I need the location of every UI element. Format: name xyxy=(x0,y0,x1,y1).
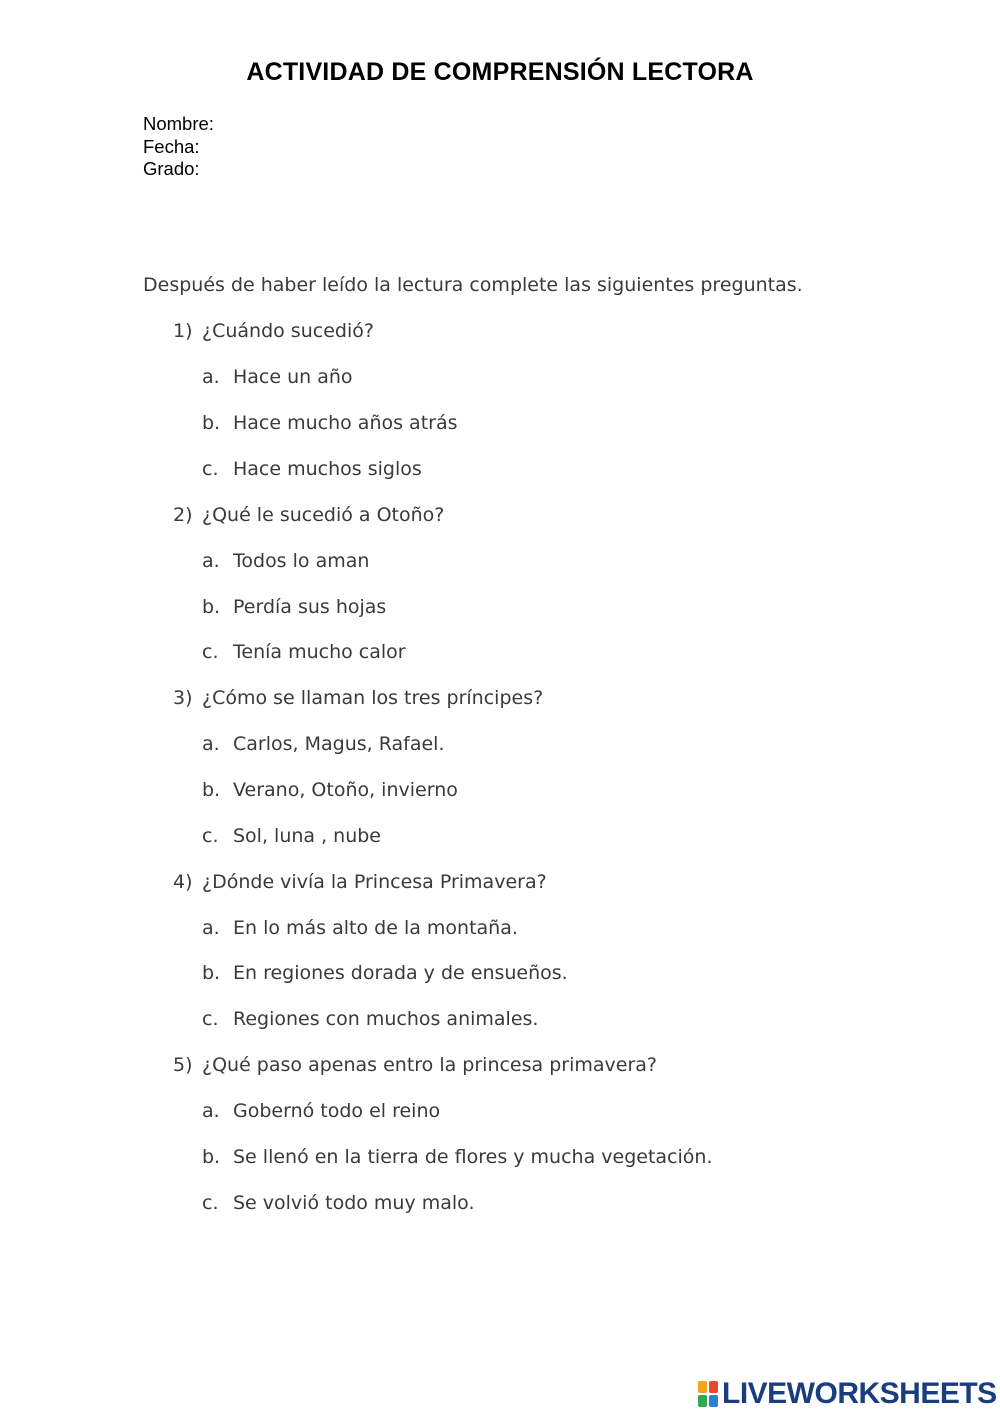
option-2b[interactable] xyxy=(202,596,386,618)
option-text: Hace un año xyxy=(233,366,353,388)
option-5c[interactable] xyxy=(202,1192,475,1214)
question-text: ¿Qué paso apenas entro la princesa primavera? xyxy=(202,1054,657,1076)
option-text: En lo más alto de la montaña. xyxy=(233,917,518,939)
option-1c[interactable] xyxy=(202,458,422,480)
option-text: Perdía sus hojas xyxy=(233,596,387,618)
date-field-label: Fecha: xyxy=(143,135,200,157)
name-field-label: Nombre: xyxy=(143,113,214,134)
option-letter: a. xyxy=(202,366,220,388)
option-1a[interactable] xyxy=(202,366,353,388)
question-number: 3) xyxy=(173,687,193,709)
option-text: Hace mucho años atrás xyxy=(233,412,458,434)
option-text: Gobernó todo el reino xyxy=(233,1100,441,1122)
option-letter: b. xyxy=(202,412,221,434)
question-3 xyxy=(173,687,543,709)
option-3a[interactable] xyxy=(202,733,445,755)
liveworksheets-logo-icon xyxy=(698,1381,718,1407)
question-text: ¿Cómo se llaman los tres príncipes? xyxy=(202,687,544,709)
option-letter: c. xyxy=(202,458,219,480)
option-letter: b. xyxy=(202,779,221,801)
option-letter: a. xyxy=(202,550,220,572)
option-2a[interactable] xyxy=(202,550,369,572)
option-letter: c. xyxy=(202,1192,219,1214)
option-4a[interactable] xyxy=(202,917,518,939)
option-letter: a. xyxy=(202,917,220,939)
question-4 xyxy=(173,871,547,893)
option-text: Regiones con muchos animales. xyxy=(233,1008,539,1030)
question-number: 2) xyxy=(173,504,193,526)
question-2 xyxy=(173,504,444,526)
option-3c[interactable] xyxy=(202,825,381,847)
option-text: En regiones dorada y de ensueños. xyxy=(233,962,568,984)
option-text: Hace muchos siglos xyxy=(233,458,422,480)
option-text: Se volvió todo muy malo. xyxy=(233,1192,475,1214)
option-letter: a. xyxy=(202,1100,220,1122)
option-letter: b. xyxy=(202,596,221,618)
option-text: Sol, luna , nube xyxy=(233,825,382,847)
page-title: ACTIVIDAD DE COMPRENSIÓN LECTORA xyxy=(246,58,754,86)
option-5b[interactable] xyxy=(202,1146,712,1168)
option-letter: b. xyxy=(202,962,221,984)
question-1 xyxy=(173,320,374,342)
option-text: Tenía mucho calor xyxy=(233,641,406,663)
option-text: Verano, Otoño, invierno xyxy=(233,779,458,801)
option-letter: c. xyxy=(202,1008,219,1030)
student-info-fields xyxy=(143,113,214,181)
option-2c[interactable] xyxy=(202,641,406,663)
question-number: 1) xyxy=(173,320,193,342)
option-text: Se llenó en la tierra de flores y mucha vegetación. xyxy=(233,1146,713,1168)
question-text: ¿Qué le sucedió a Otoño? xyxy=(202,504,445,526)
option-letter: c. xyxy=(202,641,219,663)
option-5a[interactable] xyxy=(202,1100,440,1122)
question-text: ¿Cuándo sucedió? xyxy=(202,320,374,342)
option-letter: b. xyxy=(202,1146,221,1168)
option-letter: c. xyxy=(202,825,219,847)
liveworksheets-logo[interactable] xyxy=(698,1378,997,1410)
option-3b[interactable] xyxy=(202,779,458,801)
question-number: 4) xyxy=(173,871,193,893)
question-text: ¿Dónde vivía la Princesa Primavera? xyxy=(202,871,547,893)
question-number: 5) xyxy=(173,1054,193,1076)
logo-text: LIVEWORKSHEETS xyxy=(722,1377,997,1410)
question-5 xyxy=(173,1054,657,1076)
option-4c[interactable] xyxy=(202,1008,538,1030)
option-text: Todos lo aman xyxy=(233,550,370,572)
instructions: Después de haber leído la lectura complete las siguientes preguntas. xyxy=(143,274,803,296)
option-1b[interactable] xyxy=(202,412,458,434)
grade-field-label: Grado: xyxy=(143,158,200,179)
option-text: Carlos, Magus, Rafael. xyxy=(233,733,445,755)
option-4b[interactable] xyxy=(202,962,568,984)
option-letter: a. xyxy=(202,733,220,755)
